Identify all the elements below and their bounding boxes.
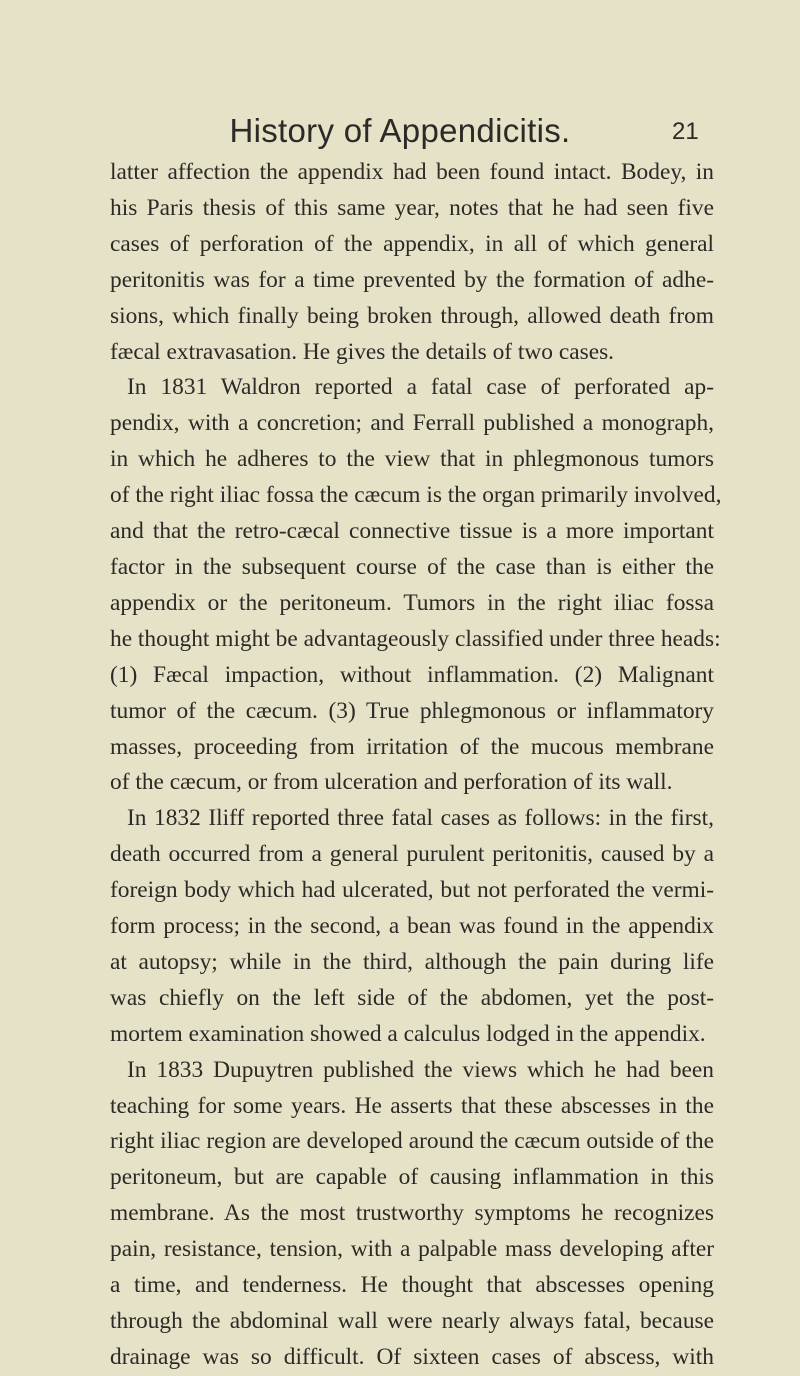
text-line: (1) Fæcal impaction, without inflammation. (2) Malignant — [110, 661, 714, 688]
text-line: through the abdominal wall were nearly always fatal, because — [110, 1308, 714, 1334]
text-line: fæcal extravasation. He gives the details of two cases. — [110, 338, 615, 365]
text-line: form process; in the second, a bean was found in the appendix — [110, 913, 714, 940]
text-line: appendix or the peritoneum. Tumors in the right iliac fossa — [110, 589, 714, 616]
text-line: In 1833 Dupuytren published the views which he had been — [127, 1056, 714, 1083]
text-line: teaching for some years. He asserts that these abscesses in the — [110, 1092, 714, 1119]
page-number: 21 — [672, 118, 699, 145]
text-line: latter affection the appendix had been found intact. Bodey, in — [110, 159, 714, 185]
text-line: at autopsy; while in the third, although the pain during life — [110, 948, 714, 975]
text-line: In 1832 Iliff reported three fatal cases as follows: in the first, — [127, 805, 714, 832]
text-line: of the right iliac fossa the cæcum is the organ primarily involved, — [110, 482, 722, 509]
text-line: a time, and tenderness. He thought that abscesses opening — [110, 1272, 714, 1299]
text-line: pain, resistance, tension, with a palpable mass developing after — [110, 1236, 714, 1263]
text-line: right iliac region are developed around the cæcum outside of the — [110, 1128, 714, 1155]
text-line: In 1831 Waldron reported a fatal case of perforated ap- — [127, 374, 714, 401]
text-line: in which he adheres to the view that in phlegmonous tumors — [110, 446, 714, 473]
text-line: death occurred from a general purulent peritonitis, caused by a — [110, 841, 714, 868]
text-line: peritoneum, but are capable of causing inflammation in this — [110, 1164, 714, 1191]
text-line: he thought might be advantageously classified under three heads: — [110, 625, 721, 652]
text-line: foreign body which had ulcerated, but not perforated the vermi- — [110, 877, 714, 904]
text-line: tumor of the cæcum. (3) True phlegmonous or inflammatory — [110, 697, 714, 724]
text-line: membrane. As the most trustworthy symptoms he recognizes — [110, 1200, 714, 1227]
text-line: was chiefly on the left side of the abdomen, yet the post- — [110, 984, 714, 1011]
text-line: peritonitis was for a time prevented by the formation of adhe- — [110, 266, 714, 293]
running-head — [0, 112, 800, 160]
text-line: and that the retro-cæcal connective tissue is a more important — [110, 518, 714, 545]
text-line: his Paris thesis of this same year, notes that he had seen five — [110, 194, 714, 221]
text-line: cases of perforation of the appendix, in all of which general — [110, 230, 714, 257]
body-text — [110, 155, 722, 1376]
text-line: sions, which finally being broken through, allowed death from — [110, 302, 714, 329]
text-line: pendix, with a concretion; and Ferrall published a monograph, — [110, 410, 714, 437]
text-line: of the cæcum, or from ulceration and perforation of its wall. — [110, 769, 673, 796]
text-line: masses, proceeding from irritation of the mucous membrane — [110, 733, 714, 760]
text-line: factor in the subsequent course of the case than is either the — [110, 553, 714, 580]
text-line: mortem examination showed a calculus lodged in the appendix. — [110, 1020, 706, 1047]
text-line: drainage was so difficult. Of sixteen cases of abscess, with — [110, 1343, 714, 1370]
page-title: History of Appendicitis. — [229, 112, 571, 149]
